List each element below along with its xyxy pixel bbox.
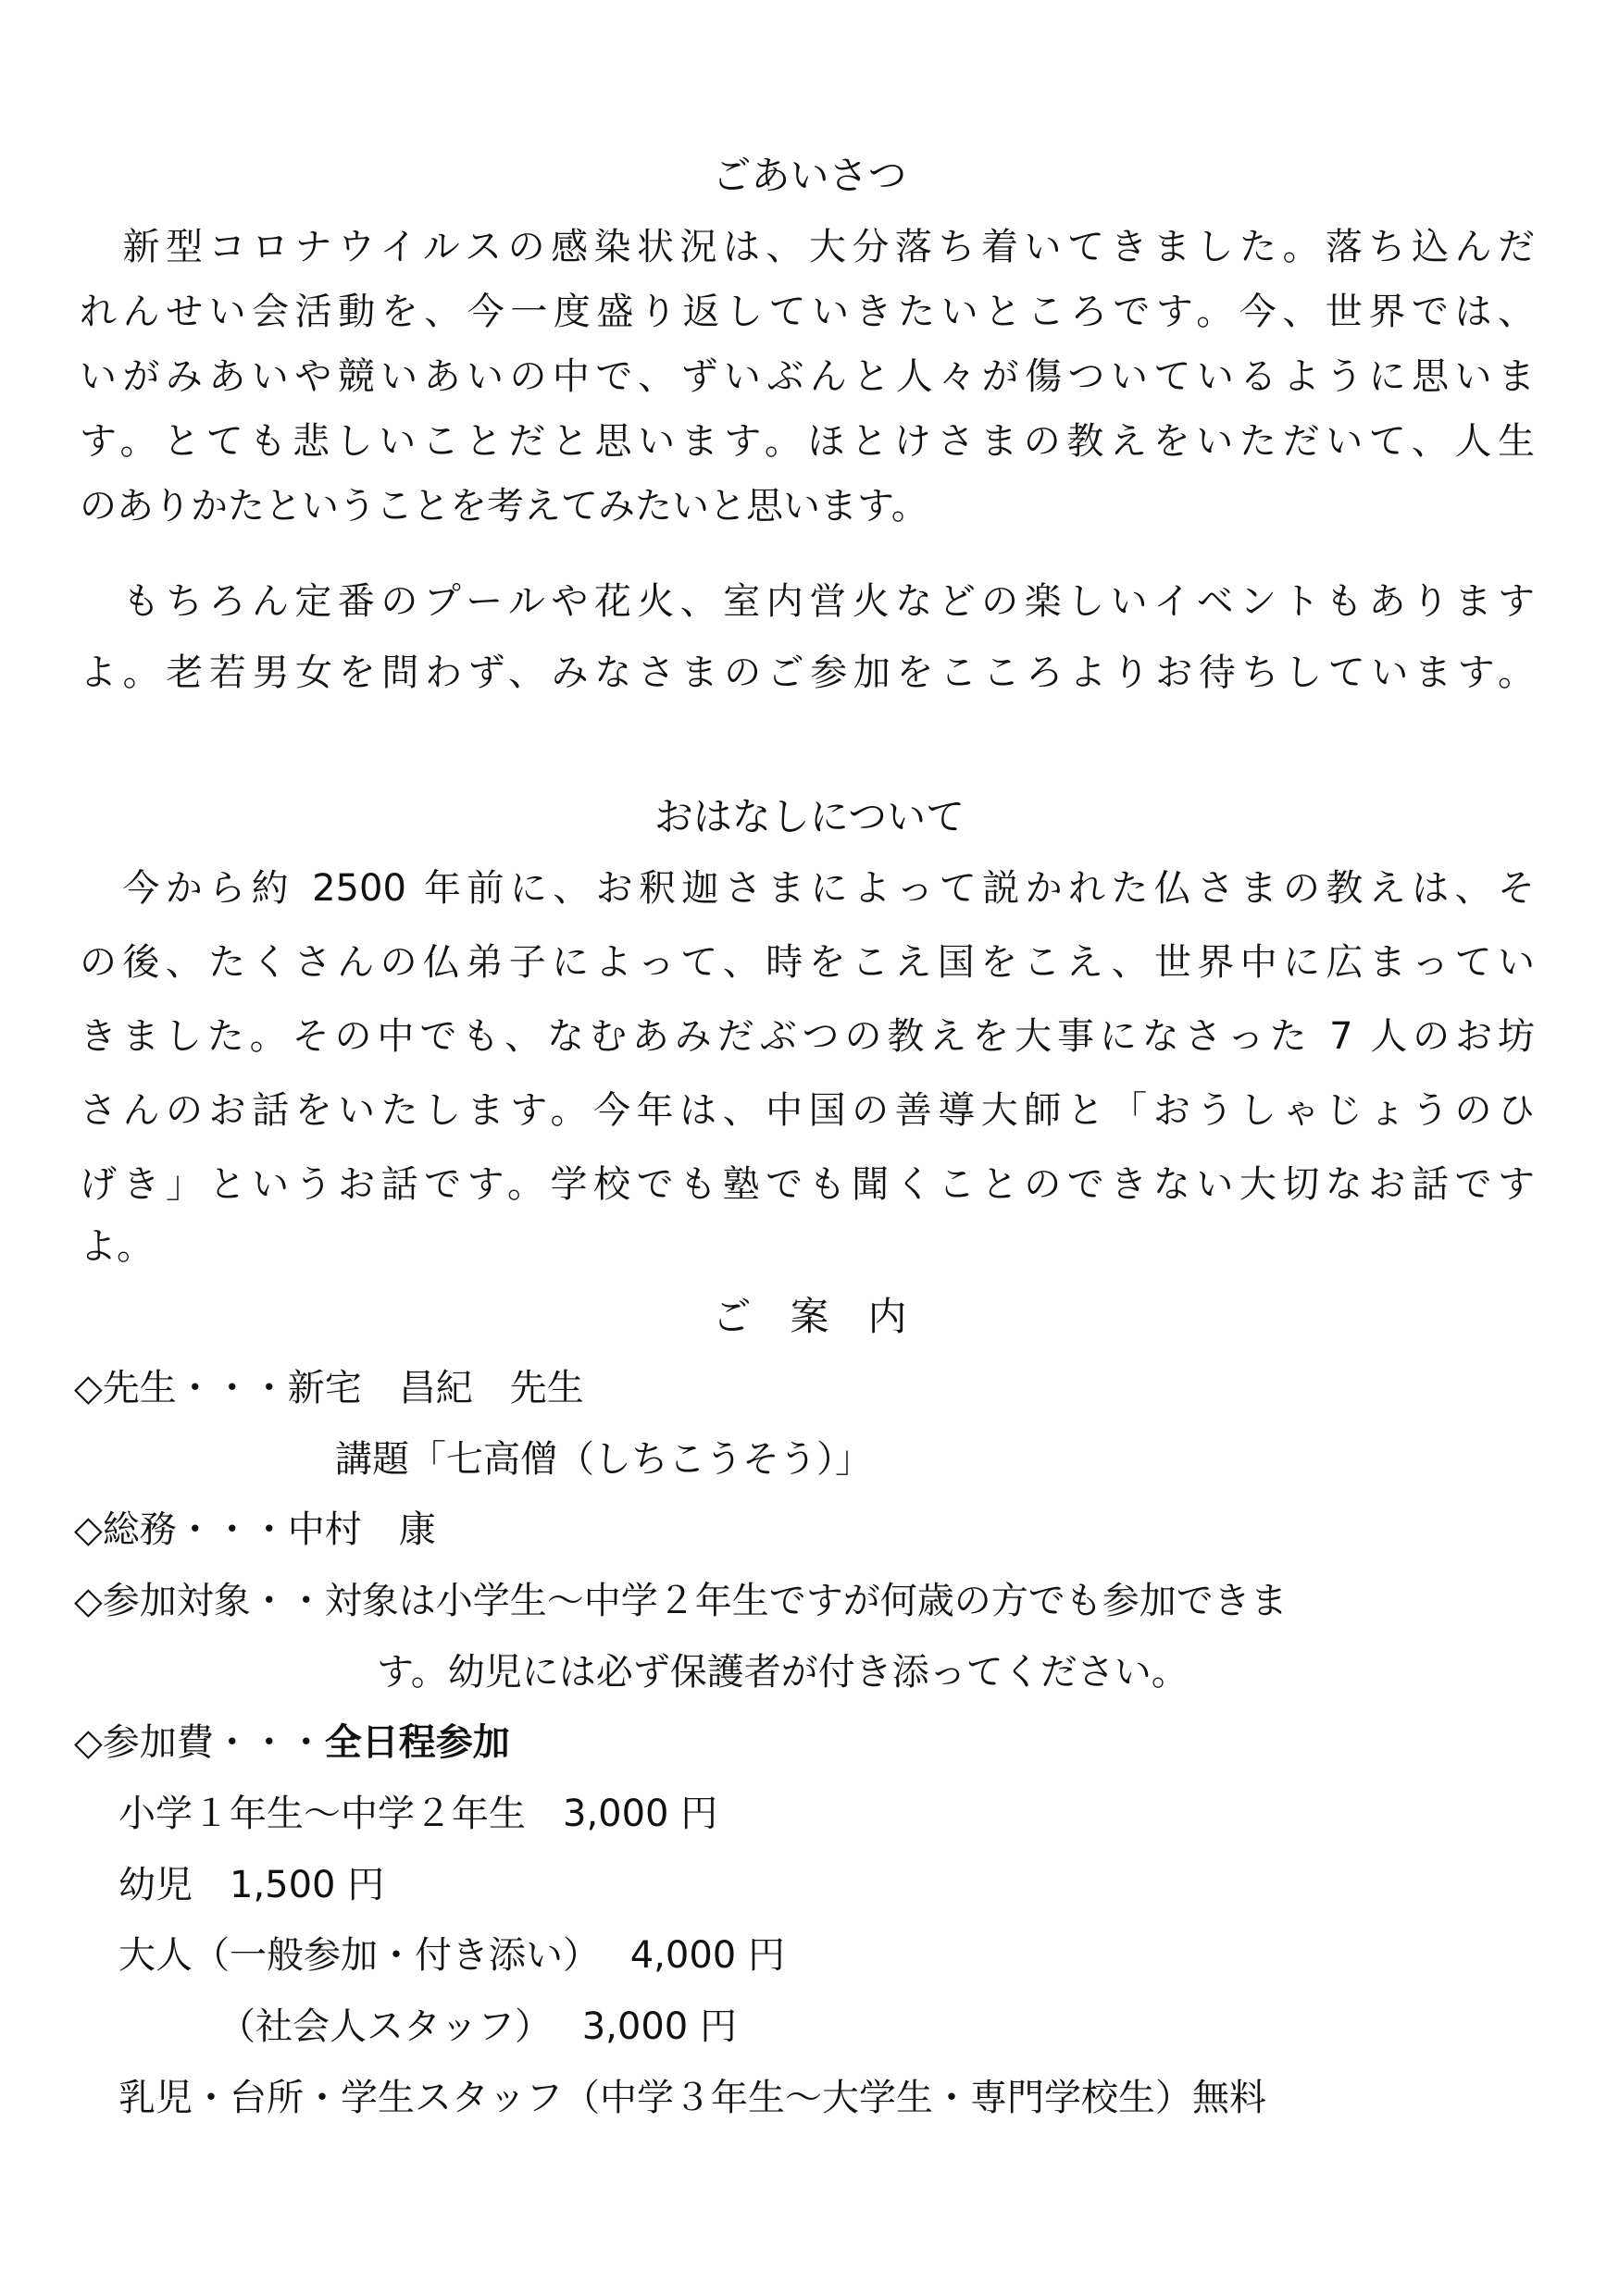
story-title: おはなしについて xyxy=(654,794,965,839)
story-line: げき」というお話です。学校でも塾でも聞くことのできない大切なお話です xyxy=(80,1163,1535,1206)
eligibility-line: す。幼児には必ず保護者が付き添ってください。 xyxy=(377,1651,1189,1694)
fee-staff-line: （社会人スタッフ） 3,000 円 xyxy=(218,2005,737,2048)
story-line: よ。 xyxy=(80,1225,154,1268)
story-line: きました。その中でも、なむあみだぶつの教えを大事になさった 7 人のお坊 xyxy=(80,1015,1535,1058)
teacher-line: ◇先生・・・新宅 昌紀 先生 xyxy=(74,1367,584,1409)
greeting-line: れんせい会活動を、今一度盛り返していきたいところです。今、世界では、 xyxy=(80,291,1535,333)
fee-infant-line: 幼児 1,500 円 xyxy=(118,1864,385,1906)
greeting-line: す。とても悲しいことだと思います。ほとけさまの教えをいただいて、人生 xyxy=(80,420,1535,463)
fee-adult-line: 大人（一般参加・付き添い） 4,000 円 xyxy=(118,1934,785,1977)
greeting-line: のありかたということを考えてみたいと思います。 xyxy=(80,485,928,527)
greeting-line: 新型コロナウイルスの感染状況は、大分落ち着いてきました。落ち込んだ xyxy=(80,226,1535,268)
fee-full-label: 全日程参加 xyxy=(324,1721,510,1764)
topic-line: 講題「七高僧（しちこうそう）」 xyxy=(335,1438,872,1481)
greeting-line: いがみあいや競いあいの中で、ずいぶんと人々が傷ついているように思いま xyxy=(80,355,1535,398)
fee-free-line: 乳児・台所・学生スタッフ（中学３年生～大学生・専門学校生）無料 xyxy=(118,2077,1266,2119)
general-affairs-line: ◇総務・・・中村 康 xyxy=(74,1508,436,1551)
fee-label: ◇参加費・・・ xyxy=(74,1721,325,1764)
story-line: 今から約 2500 年前に、お釈迦さまによって説かれた仏さまの教えは、そ xyxy=(80,867,1535,910)
fee-line xyxy=(74,1715,510,1770)
story-line: の後、たくさんの仏弟子によって、時をこえ国をこえ、世界中に広まってい xyxy=(80,941,1535,984)
greeting-line: よ。老若男女を問わず、みなさまのご参加をこころよりお待ちしています。 xyxy=(80,652,1535,694)
guide-title: ご 案 内 xyxy=(712,1294,907,1339)
eligibility-line: ◇参加対象・・対象は小学生～中学２年生ですが何歳の方でも参加できま xyxy=(74,1580,1288,1622)
greeting-line: もちろん定番のプールや花火、室内営火などの楽しいイベントもあります xyxy=(80,580,1535,623)
fee-elementary-line: 小学１年生～中学２年生 3,000 円 xyxy=(118,1793,718,1835)
greeting-title: ごあいさつ xyxy=(712,153,907,198)
story-line: さんのお話をいたします。今年は、中国の善導大師と「おうしゃじょうのひ xyxy=(80,1089,1535,1132)
